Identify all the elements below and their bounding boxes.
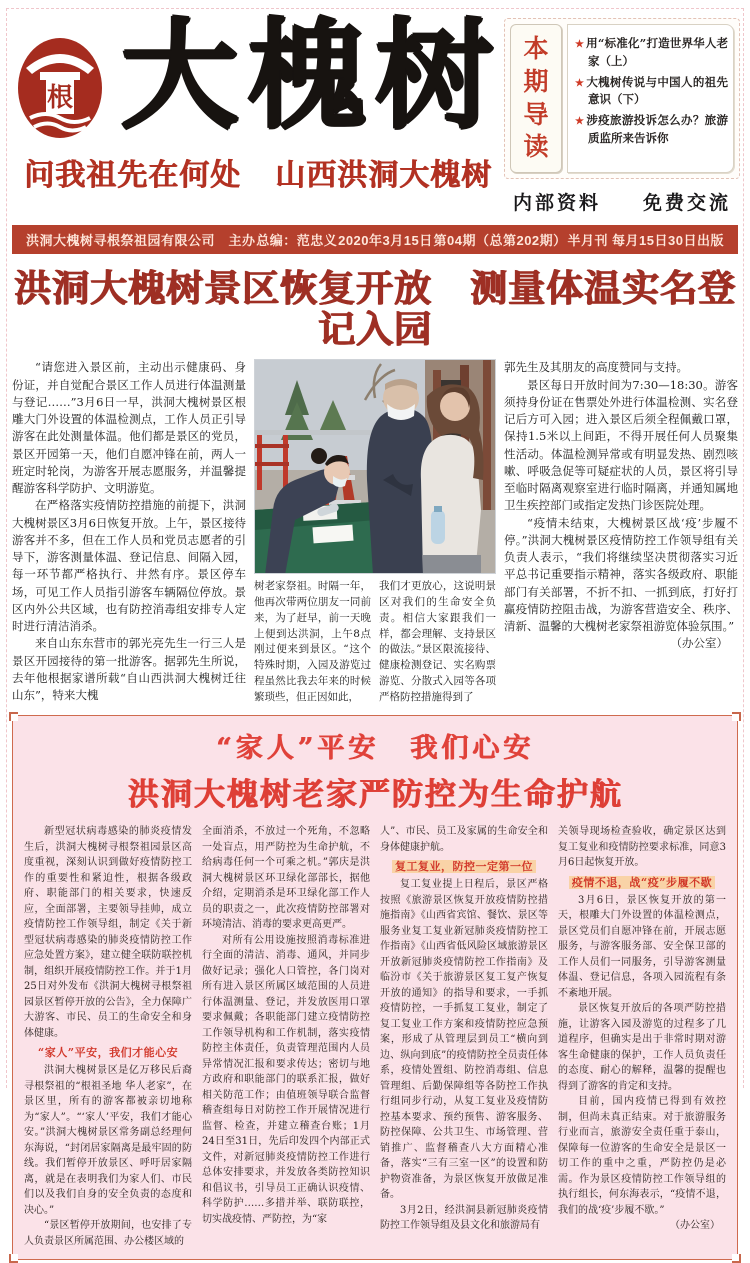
subheading: “家人”平安，我们才能心安	[37, 1046, 179, 1060]
paragraph: 我们才更放心，这说明景区对我们的生命安全负责。相信大家跟我们一样，都会理解、支持景区的做法。”景区限流接待、健康检测登记、实名购票游览、分散式入园等各项严格防控措施得到了	[379, 580, 496, 703]
article-column-left	[12, 359, 246, 705]
subheading	[558, 874, 726, 891]
byline: （办公室）	[670, 1220, 720, 1232]
paragraph: 人”、市民、员工及家属的生命安全和身体健康护航。	[380, 826, 548, 853]
article-mini-column-left	[254, 579, 371, 705]
feature-title-line2: 洪洞大槐树老家严防控为生命护航	[127, 777, 623, 814]
newspaper-logo-icon	[10, 14, 110, 148]
article-photo	[254, 359, 496, 574]
organizer: 洪洞大槐树寻根祭祖园有限公司 主办	[26, 233, 256, 248]
internal-material-label: 内部资料	[512, 192, 601, 214]
article-column-middle	[254, 359, 496, 705]
slogan-right: 山西洪洞大槐树	[275, 158, 492, 193]
corner-ornament	[9, 1254, 18, 1263]
issue-guide-title	[510, 24, 562, 173]
star-icon: ★	[575, 77, 585, 89]
free-exchange-label: 免费交流	[643, 192, 732, 214]
paragraph: 全面消杀，不放过一个死角，不忽略一处盲点，用严防控为生命护航，不给病毒任何一个可乘之机。”郭庆是洪洞大槐树景区环卫绿化部部长，据他介绍，定期消杀是环卫绿化部工作人员的职责之一，此次疫情防控部署对环境清洁、消毒的要求更高更严。	[202, 826, 370, 931]
paragraph: 3月6日，景区恢复开放的第一天，根雕大门外设置的体温检测点，景区党员们自愿冲锋在前，开展志愿服务，与游客服务部、安全保卫部的工作人员们一同服务，引导游客测量体温、登记信息，各项入园流程有条不紊地开展。	[558, 894, 726, 999]
star-icon: ★	[575, 39, 585, 50]
paragraph: 景区每日开放时间为7:30—18:30。游客须持身份证在售票处外进行体温检测、实名登记后方可入园；进入景区后须全程佩戴口罩，保持1.5米以上间距，不得开展任何人员聚集性活动。体温检测异常或有明显发热、剧烈咳嗽、呼吸急促等可疑症状的人员，景区将引导至临时隔离观察室进行临时隔离，并通知属地卫生疾控部门或指定发热门诊医院处理。	[504, 377, 738, 513]
paragraph: 新型冠状病毒感染的肺炎疫情发生后，洪洞大槐树寻根祭祖园景区高度重视，深刻认识到做好疫情防控工作的重要性和紧迫性，根据各级政府、职能部门的相关要求，快速反应，全面部署，主要领导挂帅，成立疫情防控工作领导组，制定《关于新型冠状病毒感染的肺炎疫情防控工作应急处置方案》，建立健全联防联控机制，组织开展疫情防控工作。并于1月25日对外发布《洪洞大槐树寻根祭祖园景区暂停开放的公告》，全力保障广大游客、市民、员工的生命安全和身体健康。	[24, 826, 192, 1039]
guide-item-text: 涉疫旅游投诉怎么办？旅游质监所来告诉你	[586, 113, 729, 146]
paragraph: 景区恢复开放后的各项严防控措施，让游客入园及游览的过程多了几道程序，但确实是出于非常时期对游客生命健康的保护，工作人员负责任的态度、耐心的解释，温馨的提醒也得到了游客的肯定和支持。	[558, 1003, 726, 1092]
title-char: 大	[120, 6, 239, 145]
main-headline: 洪洞大槐树景区恢复开放 测量体温实名登记入园	[14, 266, 736, 351]
newspaper-title	[110, 6, 504, 145]
corner-ornament	[732, 712, 741, 721]
feature-column-3	[380, 824, 548, 1249]
paragraph: 树老家祭祖。时隔一年，他再次带两位朋友一同前来，为了赶早，前一天晚上便到达洪洞，上午8点刚过便来到景区。“这个特殊时期，入园及游览过程虽然比我去年来的时候繁琐些，但正因如此，	[254, 580, 371, 703]
guide-char: 本	[523, 34, 549, 63]
main-article	[10, 359, 740, 705]
issue-number: 第04期（总第202期）	[433, 233, 567, 248]
paragraph: 郭先生及其朋友的高度赞同与支持。	[504, 360, 688, 375]
masthead-slogan	[24, 150, 504, 194]
masthead	[10, 6, 740, 215]
guide-item-text: 大槐树传说与中国人的祖先意识（下）	[586, 74, 729, 107]
issue-date: 2020年3月15日	[338, 233, 433, 248]
guide-item	[575, 35, 728, 71]
guide-item	[575, 74, 728, 110]
guide-item	[575, 112, 728, 148]
corner-ornament	[732, 1254, 741, 1263]
feature-article-columns	[23, 824, 727, 1249]
title-char: 树	[375, 6, 494, 145]
subheading-text: 复工复业，防控一定第一位	[392, 860, 536, 873]
title-char: 槐	[247, 6, 366, 145]
feature-title-line1: “家人”平安 我们心安	[215, 733, 535, 765]
paragraph: “疫情未结束，大槐树景区战‘疫’步履不停。”洪洞大槐树景区疫情防控工作领导组有关负责人表示，“我们将继续坚决贯彻落实习近平总书记重要指示精神，落实各级政府、职能部门有关部署，不折不扣、一抓到底，打好打赢疫情防控阻击战，为游客营造安全、秩序、清新、温馨的大槐树老家祭祖游览体验氛围。”	[504, 515, 738, 634]
paragraph: 3月2日，经洪洞县新冠肺炎疫情防控工作领导组及县文化和旅游局有	[380, 1204, 548, 1232]
paragraph: 洪洞大槐树景区是亿万移民后裔寻根祭祖的“根祖圣地 华人老家”，在景区里，所有的游客都被亲切地称为“家人”。“‘家人’平安，我们才能心安。”洪洞大槐树景区常务副总经理何东海说，“封闭居家隔离是最牢固的防线。我们暂停开放景区、呼吁居家隔离，就是在表明我们为家人们、市民们以及我们自身的安全负责的态度和决心。”	[24, 1065, 192, 1216]
article-column-right	[504, 359, 738, 705]
paragraph: 复工复业提上日程后，景区严格按照《旅游景区恢复开放疫情防控措施指南》《山西省宾馆、餐饮、景区等服务业复工复业新冠肺炎疫情防控工作指南》《山西省低风险区域旅游景区开放新冠肺炎疫情防控工作指南》及临汾市《关于旅游景区复工复产恢复开放的通知》的指导和要求，一手抓疫情防控，一手抓复工复业，制定了复工复业工作方案和疫情防控应急预案，形成了从管理层到员工“横向到边、纵向到底”的疫情防控全员责任体系，疫情处置组、防控消毒组、信息管理组、后勤保障组等各防控工作执行组同步行动，从复工复业及疫情防控基本要求、预约预售、游客服务、防控保障、公共卫生、市场管理、营销推广、监督稽查八大方面精心准备，落实“三有三室一区”的设置和防护物资准备，为景区恢复开放做足准备。	[380, 879, 548, 1201]
publication-frequency: 半月刊 每月15日30日出版	[567, 233, 724, 248]
corner-ornament	[9, 712, 18, 721]
byline: （办公室）	[670, 636, 728, 651]
paragraph: 关领导现场检查验收，确定景区达到复工复业和疫情防控要求标准，同意3月6日起恢复开放。	[558, 826, 726, 869]
paragraph: 对所有公用设施按照消毒标准进行全面的清洁、消毒、通风，并同步做好记录；强化人口管控，各门岗对所有进入景区所属区域范围的人员进行体温测量、登记，并发放医用口罩要求佩戴；各职能部门建立疫情防控工作领导机构和工作机制，落实疫情防控主体责任，负责管理范围内人员异常情况汇报和要求传达；密切与地方政府和职能部门的联系汇报，做好相关防范工作；由值班领导联合监督稽查组每日对防控工作开展情况进行监督、检查，并建立稽查台账；1月24日至31日，先后印发四个内部正式文件，对新冠肺炎疫情防控工作进行总体安排要求，并发放各类防控知识和倡议书，引导员工正确认识疫情、科学防护……多措并举、联防联控，切实战疫情、严防控，为“家	[202, 934, 370, 1225]
paragraph: “请您进入景区前，主动出示健康码、身份证，并自觉配合景区工作人员进行体温测量与登记……”3月6日一早，洪洞大槐树景区根雕大门外设置的体温检测点，工作人员正引导游客在此处测量体温。他们都是景区的党员，景区开园第一天，他们自愿冲锋在前，两人一班定时轮岗，为游客开展志愿服务，并温馨提醒游客科学防护、文明游览。	[12, 360, 246, 496]
paragraph: 目前，国内疫情已得到有效控制，但尚未真正结束。对于旅游服务行业而言，旅游安全责任重于泰山，保障每一位游客的生命安全是景区一切工作的重中之重，严防控仍是必需。作为景区疫情防控工作领导组的执行组长，何东海表示，“疫情不退，我们的战‘疫’步履不歇。”	[558, 1096, 726, 1216]
guide-char: 导	[523, 99, 549, 129]
paragraph: 在严格落实疫情防控措施的前提下，洪洞大槐树景区3月6日恢复开放。上午，景区接待游客并不多，但在工作人员和党员志愿者的引导下，游客测量体温、登记信息、间隔入园，每一环节都严格执行、井然有序。景区停车场，可见工作人员指引游客车辆隔位停放。景区内外公共区域，也有防控消毒组安排专人定时进行清洁消杀。	[12, 498, 246, 634]
subheading-text: 疫情不退，战“疫”步履不歇	[569, 876, 715, 889]
feature-column-4	[558, 824, 726, 1249]
feature-column-2	[202, 824, 370, 1249]
guide-char: 期	[523, 66, 549, 96]
article-mini-column-right	[379, 579, 496, 705]
publisher-bar	[12, 225, 738, 254]
star-icon: ★	[575, 116, 585, 128]
guide-item-text: 用“标准化”打造世界华人老家（上）	[586, 36, 729, 68]
issue-guide-box	[504, 18, 740, 179]
feature-column-1	[24, 824, 192, 1249]
paragraph: 来自山东东营市的郭光亮先生一行三人是景区开园接待的第一批游客。据郭先生所说，去年他根据家谱所载“自山西洪洞大槐树迁往山东”，特来大槐	[12, 636, 246, 703]
svg-text:根: 根	[46, 83, 74, 113]
subheading	[380, 858, 548, 875]
slogan-left: 问我祖先在何处	[24, 158, 241, 193]
guide-char: 读	[523, 132, 549, 162]
paragraph: “景区暂停开放期间，也安排了专人负责景区所属范围、办公楼区域的	[24, 1220, 192, 1247]
chief-editor: 总编：范忠义	[256, 233, 338, 248]
feature-article-box	[12, 715, 738, 1260]
